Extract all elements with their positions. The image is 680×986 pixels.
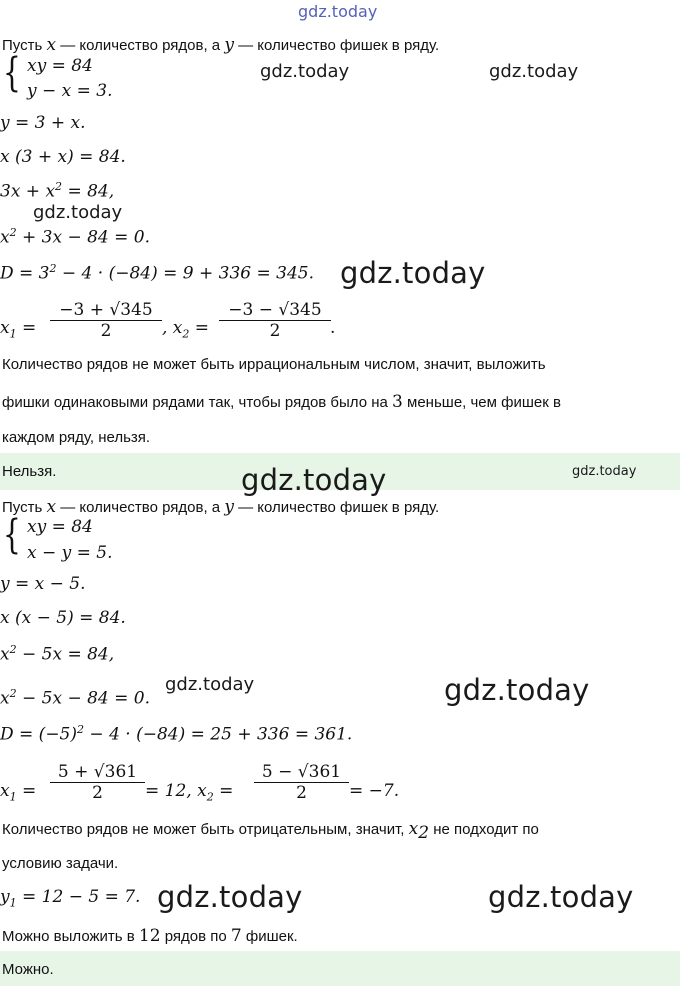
part1-intro [2, 35, 439, 55]
watermark: gdz.today [241, 463, 387, 497]
root-x1-fraction [50, 300, 162, 341]
answer-text: Можно. [2, 961, 54, 978]
var-x: x [408, 819, 419, 839]
discriminant-line [0, 723, 352, 745]
subscript: 2 [182, 327, 190, 341]
eq-part: + 3x − 84 = 0. [16, 227, 151, 248]
var-x: x [46, 35, 57, 55]
eq-part: D = (−5) [0, 724, 78, 745]
equation-line [0, 226, 150, 248]
text: фишек. [241, 928, 298, 945]
equation-line [0, 180, 114, 202]
explanation-line: условию задачи. [2, 855, 119, 872]
eq-part: = 12 − 5 = 7. [16, 887, 141, 907]
eq-part: x [0, 227, 10, 248]
eq-part: , x [162, 318, 183, 338]
subscript: 1 [9, 790, 17, 804]
var-y: y [224, 497, 234, 517]
intro-text: — количество фишек в ряду. [233, 37, 440, 54]
system-eq1: xy = 84 [27, 517, 93, 537]
exponent: 2 [9, 226, 17, 239]
watermark-top: gdz.today [298, 2, 378, 21]
system-eq2: x − y = 5. [27, 543, 113, 563]
answer-band [0, 951, 680, 986]
discriminant-line [0, 262, 314, 284]
eq-part: = [16, 781, 37, 801]
intro-text: — количество фишек в ряду. [233, 499, 440, 516]
watermark: gdz.today [489, 61, 579, 82]
y1-line [0, 887, 140, 909]
exponent: 2 [9, 687, 17, 700]
root-x1-label [0, 318, 36, 340]
root-x2-fraction [254, 762, 349, 803]
numerator: 5 + √361 [57, 762, 138, 782]
text: рядов по [160, 928, 231, 945]
var-y: y [224, 35, 234, 55]
watermark: gdz.today [165, 674, 255, 695]
explanation-line: Количество рядов не может быть иррациональным числом, значит, выложить [2, 356, 546, 373]
eq-part: − 4 · (−84) = 25 + 336 = 361. [84, 724, 353, 745]
system-eq1: xy = 84 [27, 56, 93, 76]
root-x1-value [145, 781, 233, 803]
subscript: 2 [206, 790, 214, 804]
text: меньше, чем фишек в [402, 394, 561, 411]
equation-line: y = x − 5. [0, 574, 86, 594]
exponent: 2 [49, 262, 57, 275]
number: 3 [392, 392, 403, 412]
conclusion-line [2, 926, 298, 946]
numerator: −3 − √345 [228, 300, 322, 320]
watermark: gdz.today [157, 880, 303, 914]
eq-part: y [0, 887, 10, 907]
subscript: 1 [9, 896, 17, 910]
number: 12 [138, 926, 161, 946]
text: не подходит по [429, 821, 539, 838]
equation-line [0, 643, 114, 665]
eq-end: . [330, 318, 336, 338]
watermark: gdz.today [444, 673, 590, 707]
system-eq2: y − x = 3. [27, 81, 113, 101]
exponent: 2 [9, 643, 17, 656]
eq-part: − 4 · (−84) = 9 + 336 = 345. [56, 263, 314, 284]
watermark: gdz.today [572, 464, 637, 479]
root-x2-fraction [219, 300, 331, 341]
eq-part: x [0, 644, 10, 665]
watermark: gdz.today [488, 880, 634, 914]
part2-intro [2, 497, 439, 517]
denominator: 2 [269, 321, 281, 341]
equation-line: x (x − 5) = 84. [0, 608, 126, 628]
eq-part: = [213, 781, 234, 801]
root-x1-label [0, 781, 36, 803]
equation-line: x (3 + x) = 84. [0, 147, 126, 167]
root-x2-label [162, 318, 209, 340]
system-brace: { [3, 512, 21, 558]
eq-part: x [0, 318, 10, 338]
subscript: 1 [9, 327, 17, 341]
text: Количество рядов не может быть отрицательным, значит, [2, 821, 409, 838]
watermark: gdz.today [33, 202, 123, 223]
system-brace: { [3, 50, 21, 96]
eq-part: = [189, 318, 210, 338]
eq-part: D = 3 [0, 263, 50, 284]
eq-part: = 12, x [145, 781, 207, 801]
eq-part: = 84, [62, 181, 115, 202]
intro-text: Пусть [2, 37, 47, 54]
exponent: 2 [55, 180, 63, 193]
eq-part: = [16, 318, 37, 338]
intro-text: — количество рядов, а [56, 37, 225, 54]
watermark: gdz.today [340, 256, 486, 290]
text: фишки одинаковыми рядами так, чтобы рядов было на [2, 394, 393, 411]
numerator: −3 + √345 [59, 300, 153, 320]
eq-part: x [0, 781, 10, 801]
equation-line [0, 687, 150, 709]
denominator: 2 [92, 783, 103, 803]
intro-text: Пусть [2, 499, 47, 516]
eq-part: 3x + x [0, 181, 56, 202]
denominator: 2 [296, 783, 307, 803]
eq-part: x [0, 688, 10, 709]
var-x: x [46, 497, 57, 517]
explanation-line [2, 819, 539, 843]
eq-part: − 5x = 84, [16, 644, 115, 665]
denominator: 2 [100, 321, 112, 341]
text: Можно выложить в [2, 928, 139, 945]
root-x2-value: = −7. [349, 781, 400, 801]
equation-line: y = 3 + x. [0, 113, 86, 133]
eq-part: − 5x − 84 = 0. [16, 688, 151, 709]
answer-text: Нельзя. [2, 463, 57, 480]
subscript: 2 [418, 823, 430, 843]
explanation-line: каждом ряду, нельзя. [2, 429, 151, 446]
numerator: 5 − √361 [261, 762, 342, 782]
exponent: 2 [77, 723, 85, 736]
number: 7 [230, 926, 242, 946]
root-x1-fraction [50, 762, 145, 803]
explanation-line [2, 392, 561, 412]
watermark: gdz.today [260, 61, 350, 82]
intro-text: — количество рядов, а [56, 499, 225, 516]
